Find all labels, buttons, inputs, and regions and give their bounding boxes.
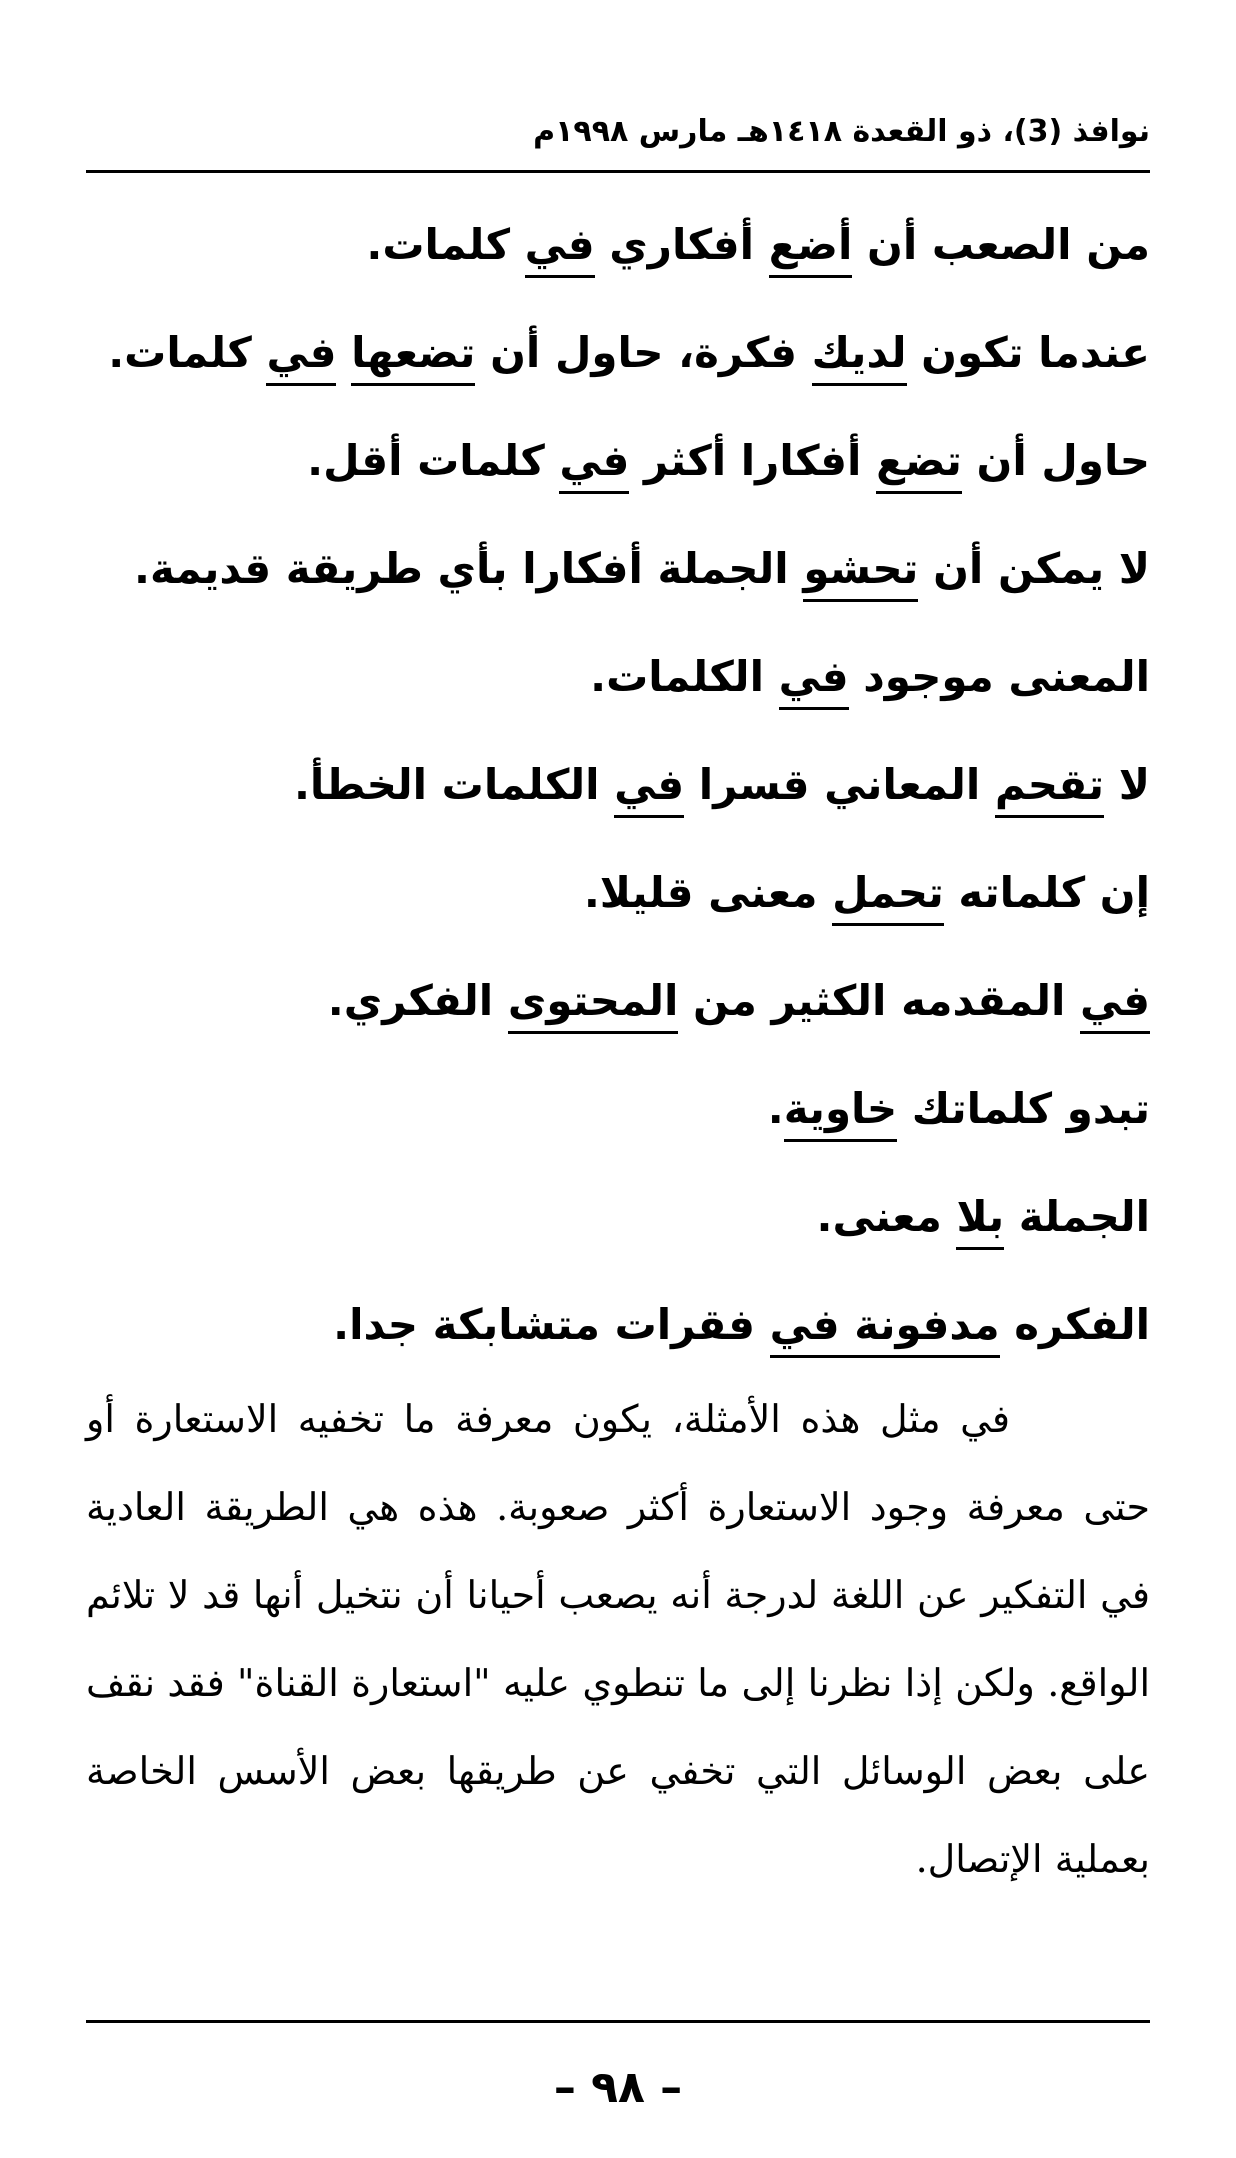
sentence-fragment: المقدمه الكثير من bbox=[678, 976, 1080, 1025]
sentence-fragment: كلمات. bbox=[108, 328, 267, 377]
sentence-fragment: . bbox=[767, 1084, 784, 1133]
footer-rule bbox=[86, 2020, 1150, 2023]
sentence-fragment: من الصعب أن bbox=[852, 220, 1150, 269]
sentence-fragment: الفكري. bbox=[327, 976, 508, 1025]
underlined-word: في bbox=[1080, 976, 1150, 1034]
underlined-word: في bbox=[559, 436, 629, 494]
sentence-fragment: عندما تكون bbox=[906, 328, 1150, 377]
underlined-word: في bbox=[614, 760, 684, 818]
sentence-fragment: أفكارا أكثر bbox=[629, 436, 877, 485]
sentence-fragment: الجملة bbox=[1004, 1192, 1150, 1241]
sentence-fragment: المعاني قسرا bbox=[684, 760, 995, 809]
underlined-word: تقحم bbox=[995, 760, 1104, 818]
sentence-fragment: تبدو كلماتك bbox=[897, 1084, 1150, 1133]
example-sentence bbox=[86, 745, 1150, 853]
underlined-word: بلا bbox=[956, 1192, 1004, 1250]
sentence-fragment: حاول أن bbox=[961, 436, 1150, 485]
underlined-word: خاوية bbox=[784, 1084, 897, 1142]
example-sentence bbox=[86, 961, 1150, 1069]
header-rule bbox=[86, 170, 1150, 173]
example-sentence bbox=[86, 313, 1150, 421]
underlined-word: في bbox=[779, 652, 849, 710]
sentence-fragment: أفكاري bbox=[594, 220, 769, 269]
example-sentence bbox=[86, 529, 1150, 637]
underlined-word: في bbox=[266, 328, 336, 386]
sentence-fragment: الكلمات. bbox=[590, 652, 779, 701]
underlined-word: المحتوى bbox=[508, 976, 679, 1034]
sentence-fragment: الجملة أفكارا بأي طريقة قديمة. bbox=[134, 544, 804, 593]
sentence-fragment: كلمات أقل. bbox=[307, 436, 560, 485]
underlined-word: تحمل bbox=[832, 868, 944, 926]
example-sentence bbox=[86, 205, 1150, 313]
underlined-word: في bbox=[525, 220, 595, 278]
sentence-fragment: لا bbox=[1104, 760, 1150, 809]
sentence-fragment: فكرة، حاول أن bbox=[475, 328, 812, 377]
sentence-fragment: إن كلماته bbox=[943, 868, 1150, 917]
underlined-word: مدفونة في bbox=[770, 1300, 1000, 1358]
sentence-fragment: كلمات. bbox=[366, 220, 525, 269]
sentence-fragment: الفكره bbox=[999, 1300, 1150, 1349]
sentence-fragment: فقرات متشابكة جدا. bbox=[333, 1300, 770, 1349]
example-sentence bbox=[86, 637, 1150, 745]
sentence-fragment: معنى قليلا. bbox=[583, 868, 833, 917]
running-header: نوافذ (3)، ذو القعدة ١٤١٨هـ مارس ١٩٩٨م bbox=[533, 114, 1150, 149]
underlined-word: تضعها bbox=[351, 328, 475, 386]
example-sentence bbox=[86, 1177, 1150, 1285]
page-number: – ٩٨ – bbox=[553, 2062, 683, 2113]
paragraph-text: في مثل هذه الأمثلة، يكون معرفة ما تخفيه الاستعارة أو حتى معرفة وجود الاستعارة أكثر صعوبة. هذه هي الطريقة العادية في التفكير عن اللغة لدرجة أنه يصعب أحيانا أن نتخيل أنها قد لا تلائم الواقع. ولكن إذا نظرنا إلى ما تنطوي عليه "استعارة القناة" فقد نقف على بعض الوسائل التي تخفي عن طريقها بعض الأسس الخاصة بعملية الإتصال. bbox=[86, 1397, 1150, 1881]
sentence-fragment: المعنى موجود bbox=[848, 652, 1150, 701]
sentence-fragment: معنى. bbox=[816, 1192, 957, 1241]
underlined-word: أضع bbox=[769, 220, 853, 278]
body-paragraph bbox=[86, 1375, 1150, 1903]
underlined-word: تضع bbox=[876, 436, 962, 494]
sentence-fragment: لا يمكن أن bbox=[918, 544, 1150, 593]
sentence-fragment bbox=[336, 328, 351, 377]
sentence-fragment: الكلمات الخطأ. bbox=[293, 760, 615, 809]
underlined-word: لديك bbox=[812, 328, 907, 386]
underlined-word: تحشو bbox=[803, 544, 918, 602]
example-sentences bbox=[86, 205, 1150, 1393]
example-sentence bbox=[86, 421, 1150, 529]
example-sentence bbox=[86, 853, 1150, 961]
example-sentence bbox=[86, 1069, 1150, 1177]
